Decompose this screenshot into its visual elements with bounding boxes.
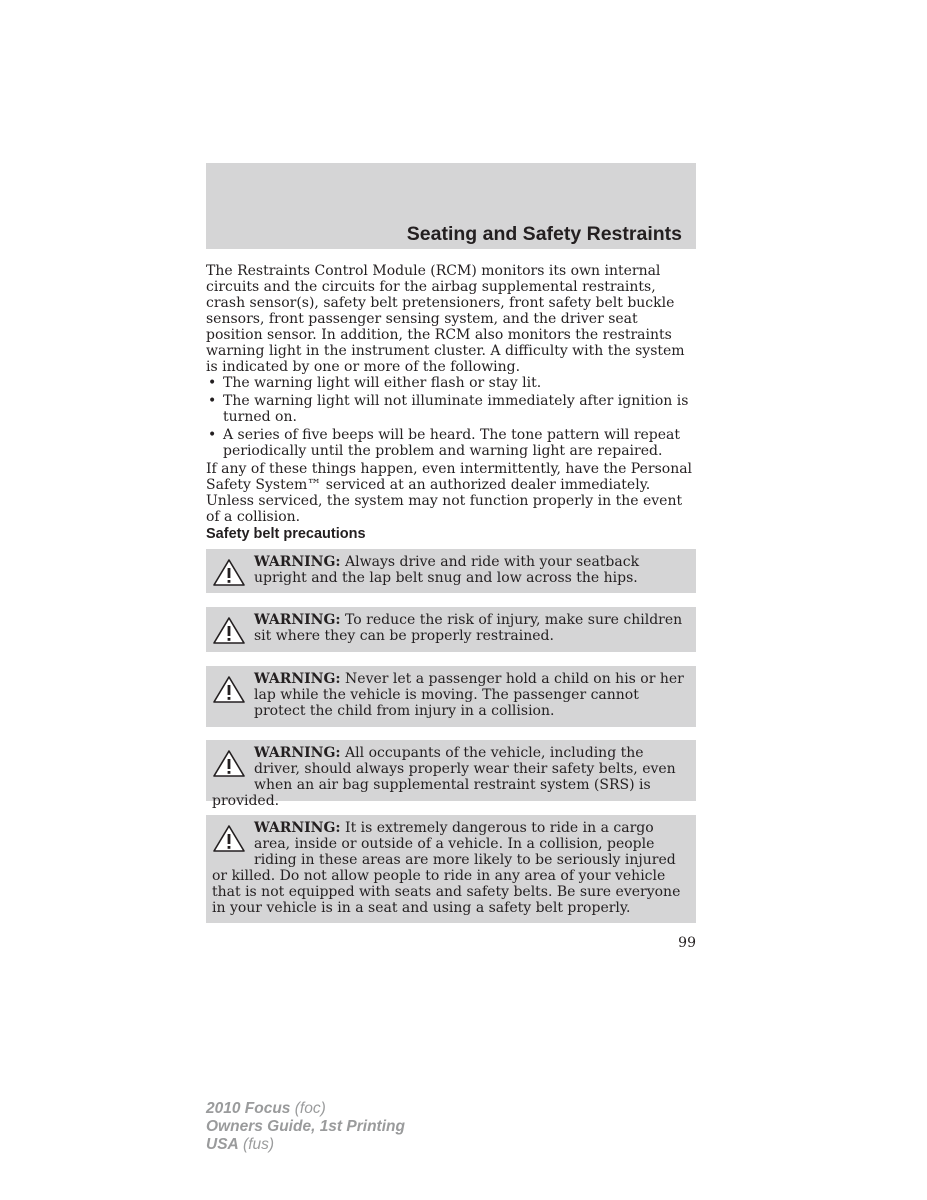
warning-triangle-icon	[212, 675, 246, 705]
warning-text: To reduce the risk of injury, make sure children sit where they can be properly restrained.	[254, 612, 683, 644]
section-title: Seating and Safety Restraints	[406, 223, 682, 245]
warning-text: It is extremely dangerous to ride in a cargo area, inside or outside of a vehicle. In a collision, people riding in these areas are more likely to be seriously injured or killed. Do not allow people to ride in any area of your vehicle that is not equipped with seats and safety belts. Be sure everyone in your vehicle is in a seat and using a safety belt properly.	[212, 820, 681, 916]
symptom-list	[206, 375, 696, 461]
warning-label: WARNING:	[254, 671, 341, 687]
footer-line-market: USA (fus)	[206, 1136, 275, 1153]
section-heading: Safety belt precautions	[206, 526, 366, 542]
list-item: • The warning light will not illuminate immediately after ignition is turned on.	[208, 393, 689, 425]
warning-label: WARNING:	[254, 820, 341, 836]
warning-triangle-icon	[212, 749, 246, 779]
intro-paragraph: The Restraints Control Module (RCM) monitors its own internal circuits and the circuits for the airbag supplemental restraints, crash sensor(s), safety belt pretensioners, front safety belt buckle sensors, front passenger sensing system, and the driver seat position sensor. In addition, the RCM also monitors the restraints warning light in the instrument cluster. A difficulty with the system is indicated by one or more of the following.	[206, 263, 685, 375]
section-header-band	[206, 163, 696, 249]
list-item: • The warning light will either flash or stay lit.	[208, 375, 542, 391]
footer-line-guide: Owners Guide, 1st Printing	[206, 1118, 405, 1135]
warning-label: WARNING:	[254, 554, 341, 570]
warning-text: Always drive and ride with your seatback upright and the lap belt snug and low across the hips.	[254, 554, 640, 586]
print-footer	[206, 1100, 405, 1154]
warning-text: All occupants of the vehicle, including the driver, should always properly wear their safety belts, even when an air bag supplemental restraint system (SRS) is provided.	[212, 745, 676, 809]
bullet-icon: •	[208, 393, 217, 409]
warning-box	[206, 666, 696, 727]
warning-text: Never let a passenger hold a child on his or her lap while the vehicle is moving. The passenger cannot protect the child from injury in a collision.	[254, 671, 684, 719]
warning-box	[206, 607, 696, 652]
page-number: 99	[678, 935, 696, 951]
list-item: • A series of five beeps will be heard. The tone pattern will repeat periodically until the problem and warning light are repaired.	[208, 427, 681, 459]
warning-label: WARNING:	[254, 612, 341, 628]
warning-triangle-icon	[212, 558, 246, 588]
bullet-icon: •	[208, 427, 217, 443]
bullet-icon: •	[208, 375, 217, 391]
footer-line-model: 2010 Focus (foc)	[206, 1100, 326, 1117]
warning-box	[206, 549, 696, 593]
warning-box	[206, 740, 696, 809]
warning-triangle-icon	[212, 616, 246, 646]
warning-box	[206, 815, 696, 923]
warning-label: WARNING:	[254, 745, 341, 761]
warning-triangle-icon	[212, 824, 246, 854]
service-paragraph: If any of these things happen, even intermittently, have the Personal Safety System™ serviced at an authorized dealer immediately. Unless serviced, the system may not function properly in the event of a collision.	[206, 461, 693, 525]
